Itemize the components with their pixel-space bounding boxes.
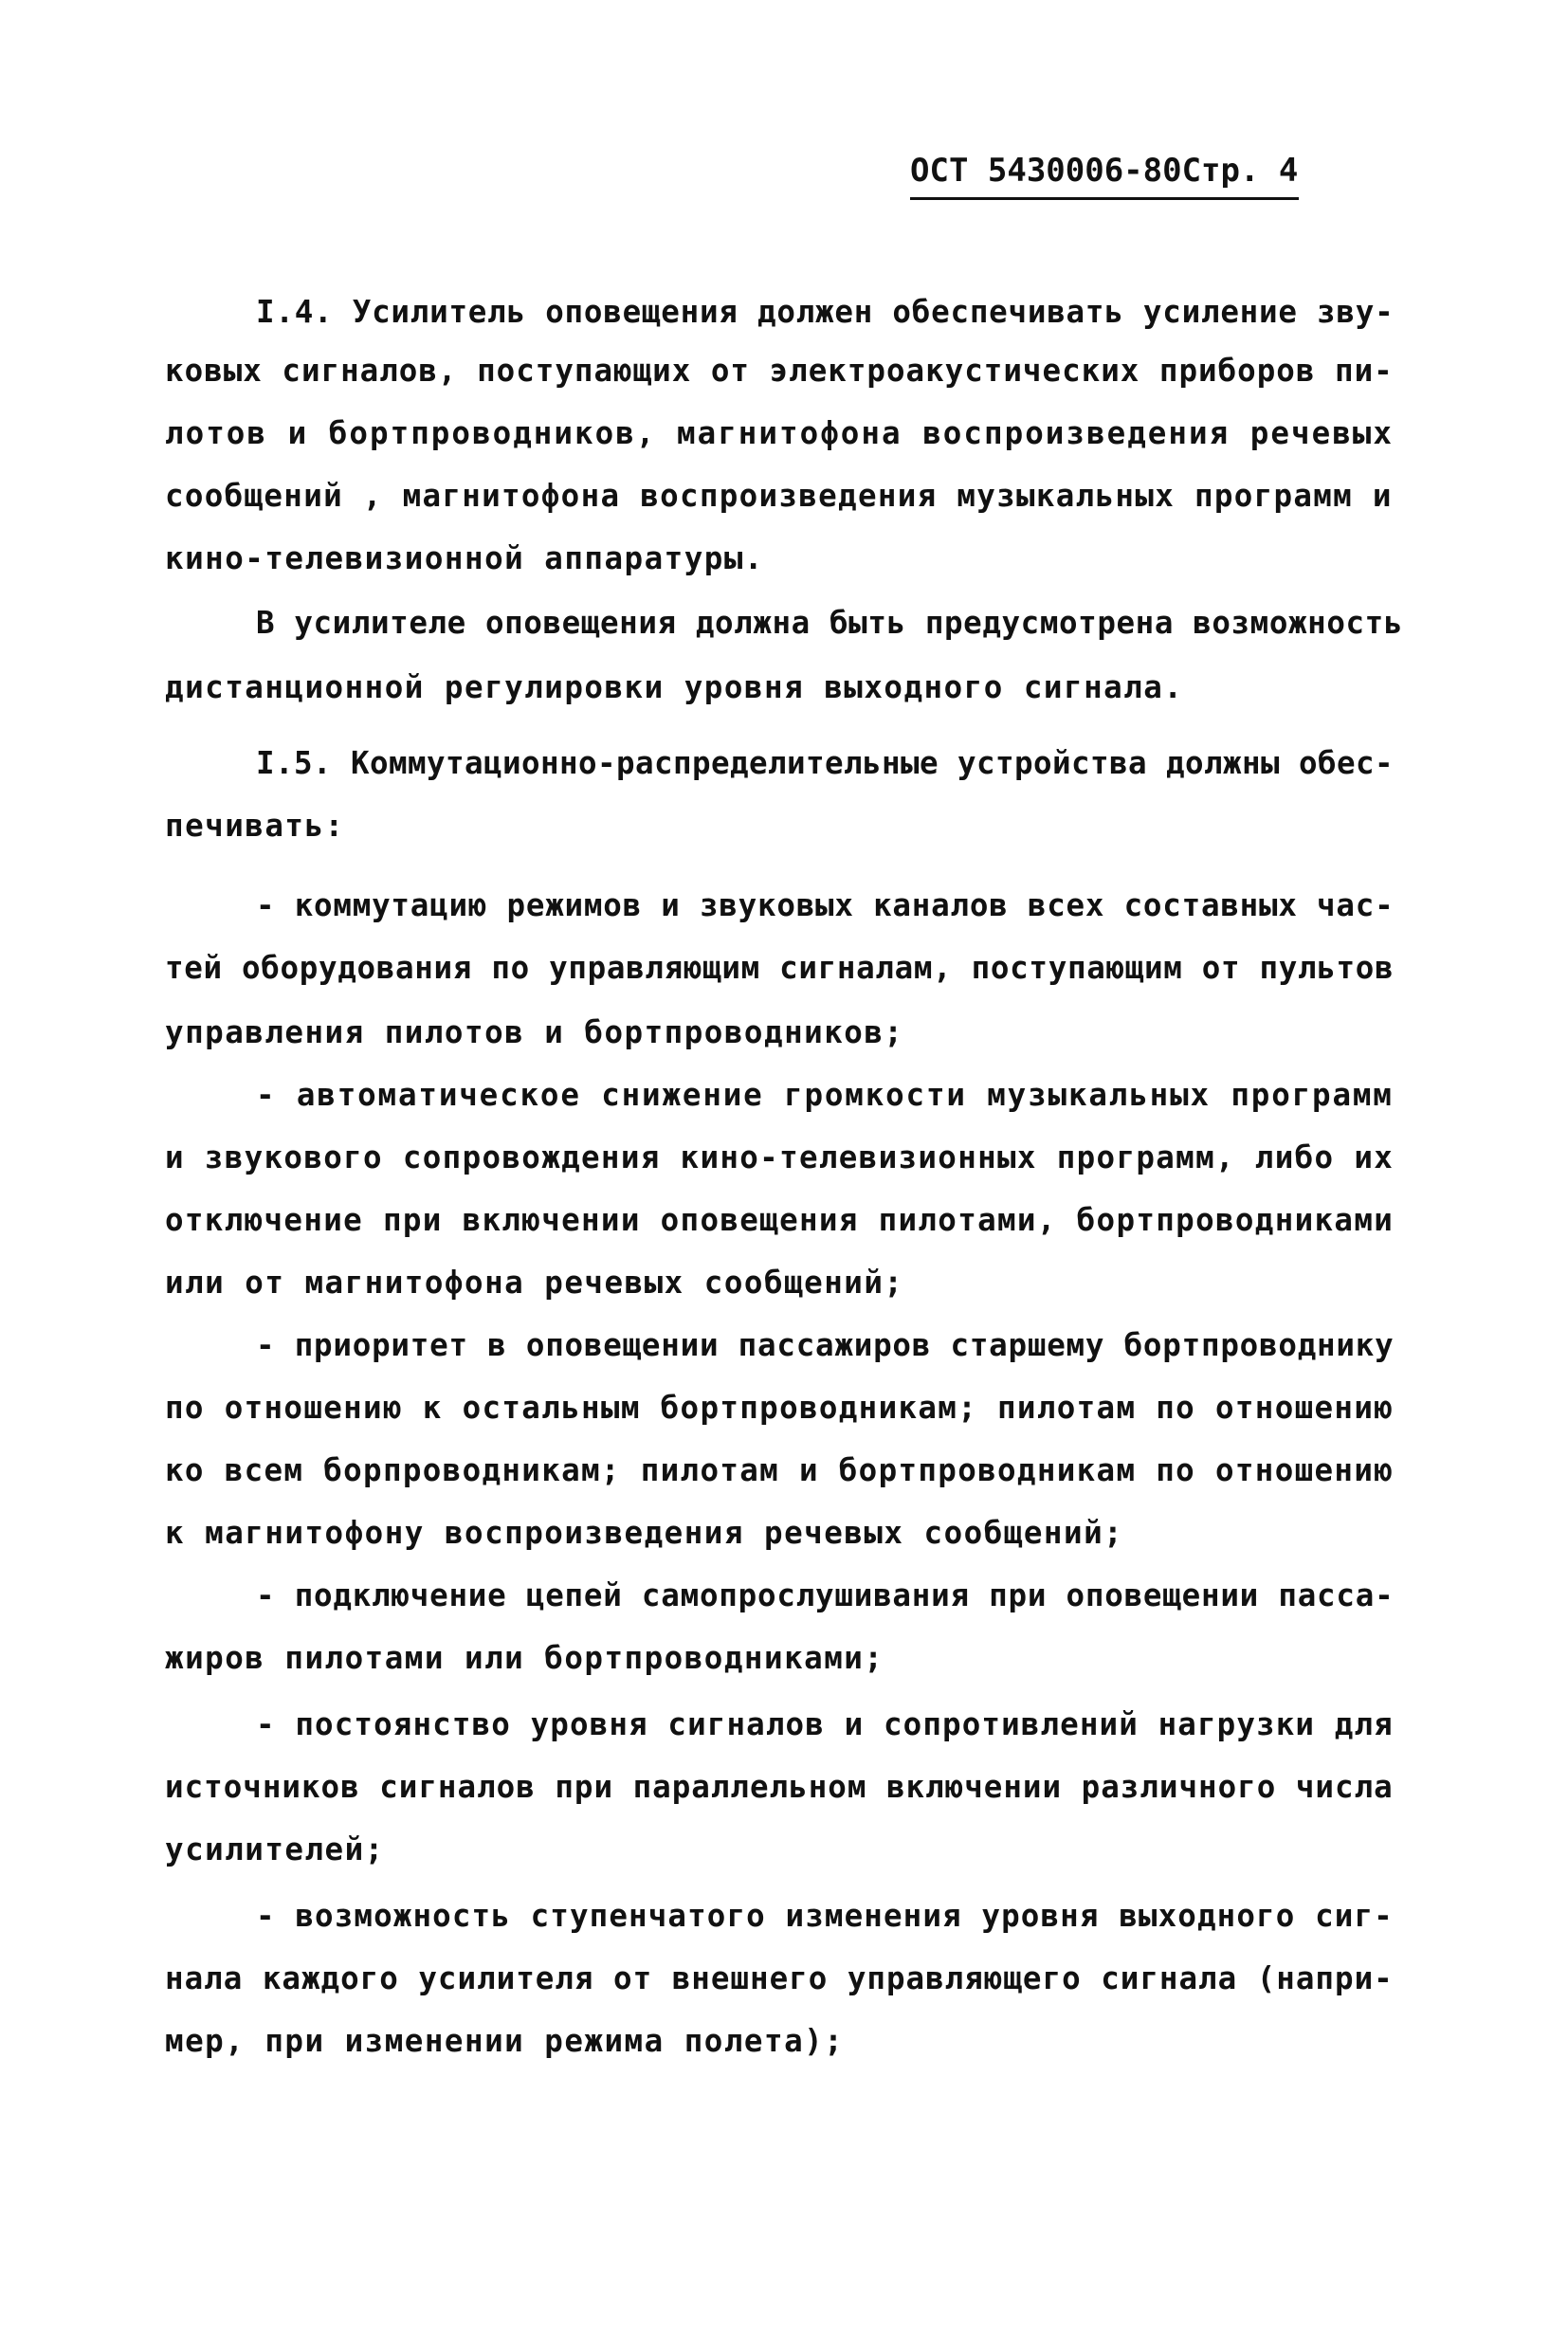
document-header: ОСТ 5430006-80Стр. 4 [910,152,1299,200]
text-line: усилителей; [165,1831,385,1867]
text-line: или от магнитофона речевых сообщений; [165,1265,904,1301]
text-line: сообщений , магнитофона воспроизведения музыкальных программ и [165,478,1393,514]
text-line: отключение при включении оповещения пилотами, бортпроводниками [165,1202,1395,1238]
text-line: и звукового сопровождения кино-телевизионных программ, либо их [165,1139,1395,1175]
text-line: - постоянство уровня сигналов и сопротивлений нагрузки для [256,1706,1394,1742]
text-line: источников сигналов при параллельном включении различного числа [165,1769,1394,1805]
text-line: I.4. Усилитель оповещения должен обеспечивать усиление зву- [256,294,1395,330]
text-line: мер, при изменении режима полета); [165,2023,845,2059]
text-line: - коммутацию режимов и звуковых каналов всех составных час- [256,887,1395,923]
text-line: управления пилотов и бортпроводников; [165,1014,904,1050]
text-line: печивать: [165,808,345,844]
text-line: жиров пилотами или бортпроводниками; [165,1640,884,1676]
text-line: ко всем борпроводникам; пилотам и бортпроводникам по отношению [165,1452,1395,1488]
text-line: кино-телевизионной аппаратуры. [165,540,764,576]
text-line: к магнитофону воспроизведения речевых сообщений; [165,1515,1124,1551]
text-line: - автоматическое снижение громкости музыкальных программ [256,1077,1394,1113]
text-line: по отношению к остальным бортпроводникам; пилотам по отношению [165,1390,1395,1426]
text-line: I.5. Коммутационно-распределительные устройства должны обес- [256,745,1394,781]
text-line: тей оборудования по управляющим сигналам, поступающим от пультов [165,950,1395,986]
text-line: дистанционной регулировки уровня выходного сигнала. [165,669,1184,705]
text-line: В усилителе оповещения должна быть предусмотрена возможность [256,605,1403,641]
text-line: - подключение цепей самопрослушивания при оповещении пасса- [256,1577,1395,1613]
text-line: лотов и бортпроводников, магнитофона воспроизведения речевых [165,415,1394,451]
text-line: ковых сигналов, поступающих от электроакустических приборов пи- [165,353,1394,389]
text-line: нала каждого усилителя от внешнего управляющего сигнала (напри- [165,1960,1394,1996]
text-line: - возможность ступенчатого изменения уровня выходного сиг- [256,1898,1394,1934]
text-line: - приоритет в оповещении пассажиров старшему бортпроводнику [256,1327,1395,1363]
